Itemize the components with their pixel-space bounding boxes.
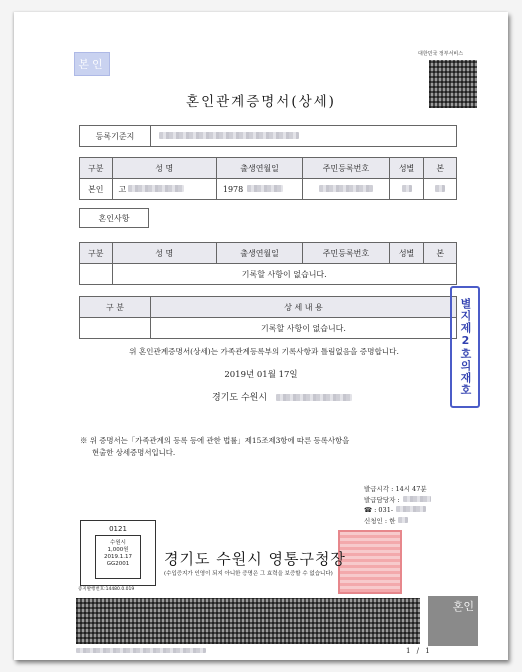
m-col-category: 구분	[80, 243, 113, 264]
col-resident-no: 주민등록번호	[303, 158, 389, 179]
certify-text: 위 혼인관계증명서(상세)는 가족관계등록부의 기록사항과 틀림없음을 증명합니다.	[129, 347, 399, 356]
m-col-gender: 성별	[389, 243, 424, 264]
gov-service-label: 대한민국 정부서비스	[418, 51, 464, 57]
col-name: 성 명	[112, 158, 216, 179]
barcode-icon	[76, 598, 420, 644]
revenue-code: GG2001	[106, 561, 130, 567]
revenue-date: 2019.1.17	[104, 554, 132, 560]
registry-base-table	[79, 125, 457, 147]
revenue-number: 0121	[109, 525, 127, 533]
row-birth: 1978	[216, 179, 302, 200]
col-birth: 출생연월일	[216, 158, 302, 179]
official-seal	[338, 530, 402, 594]
issue-applicant: 신청인 : 한	[364, 516, 431, 527]
issue-date: 2019년 01월 17일	[224, 370, 298, 380]
d-col-content: 상 세 내 용	[151, 297, 457, 318]
page-counter: 1 / 1	[406, 647, 432, 655]
m-col-name: 성 명	[112, 243, 216, 264]
registry-base-label: 등록기준지	[80, 126, 151, 147]
office-name: 경기도 수원시 영통구청장	[164, 550, 346, 568]
row-category: 본인	[80, 179, 113, 200]
marriage-empty-text: 기록할 사항이 없습니다.	[112, 264, 456, 285]
revenue-amount: 1,000원	[107, 547, 129, 553]
bottom-seal: 혼인	[428, 596, 478, 646]
person-table	[79, 157, 457, 200]
corner-seal: 본인	[74, 52, 110, 76]
note-text	[80, 435, 349, 459]
revenue-footer: 증지발행번호:14480.0.019	[78, 587, 135, 592]
revenue-stamp-body	[95, 535, 141, 579]
revenue-city: 수원시	[110, 540, 126, 546]
row-gender	[389, 179, 424, 200]
d-col-category: 구 분	[80, 297, 151, 318]
m-col-origin: 본	[424, 243, 457, 264]
detail-table	[79, 296, 457, 339]
revenue-stamp	[80, 520, 156, 586]
office-subtext: (수입증지가 인영이 되지 아니한 증명은 그 효력을 보증할 수 없습니다)	[164, 571, 333, 577]
certificate-page	[14, 12, 508, 660]
issuer-line	[212, 390, 352, 403]
m-col-resident-no: 주민등록번호	[303, 243, 389, 264]
row-name: 고	[112, 179, 216, 200]
side-stamp: 별지제2호의재호	[450, 286, 480, 408]
m-col-birth: 출생연월일	[216, 243, 302, 264]
col-gender: 성별	[389, 158, 424, 179]
note-line-2: 현출한 상세증명서입니다.	[92, 448, 176, 457]
row-origin	[424, 179, 457, 200]
note-line-1: ※ 위 증명서는「가족관계의 등록 등에 관한 법률」제15조제3항에 따른 등록사항을	[80, 436, 350, 445]
issue-phone: ☎ : 031-	[364, 505, 431, 516]
detail-empty-text: 기록할 사항이 없습니다.	[151, 318, 457, 339]
issue-officer: 발급담당자 :	[364, 495, 431, 506]
col-category: 구분	[80, 158, 113, 179]
marriage-table	[79, 242, 457, 285]
footer-redacted	[76, 648, 206, 653]
issue-info	[364, 484, 431, 526]
row-resident-no	[303, 179, 389, 200]
issuer-prefix: 경기도 수원시	[212, 393, 268, 403]
registry-base-value	[151, 126, 457, 147]
col-origin: 본	[424, 158, 457, 179]
issue-time: 발급시각 : 14시 47분	[364, 485, 427, 493]
marriage-section-label: 혼인사항	[79, 208, 149, 228]
page-title: 혼인관계증명서(상세)	[186, 94, 336, 110]
